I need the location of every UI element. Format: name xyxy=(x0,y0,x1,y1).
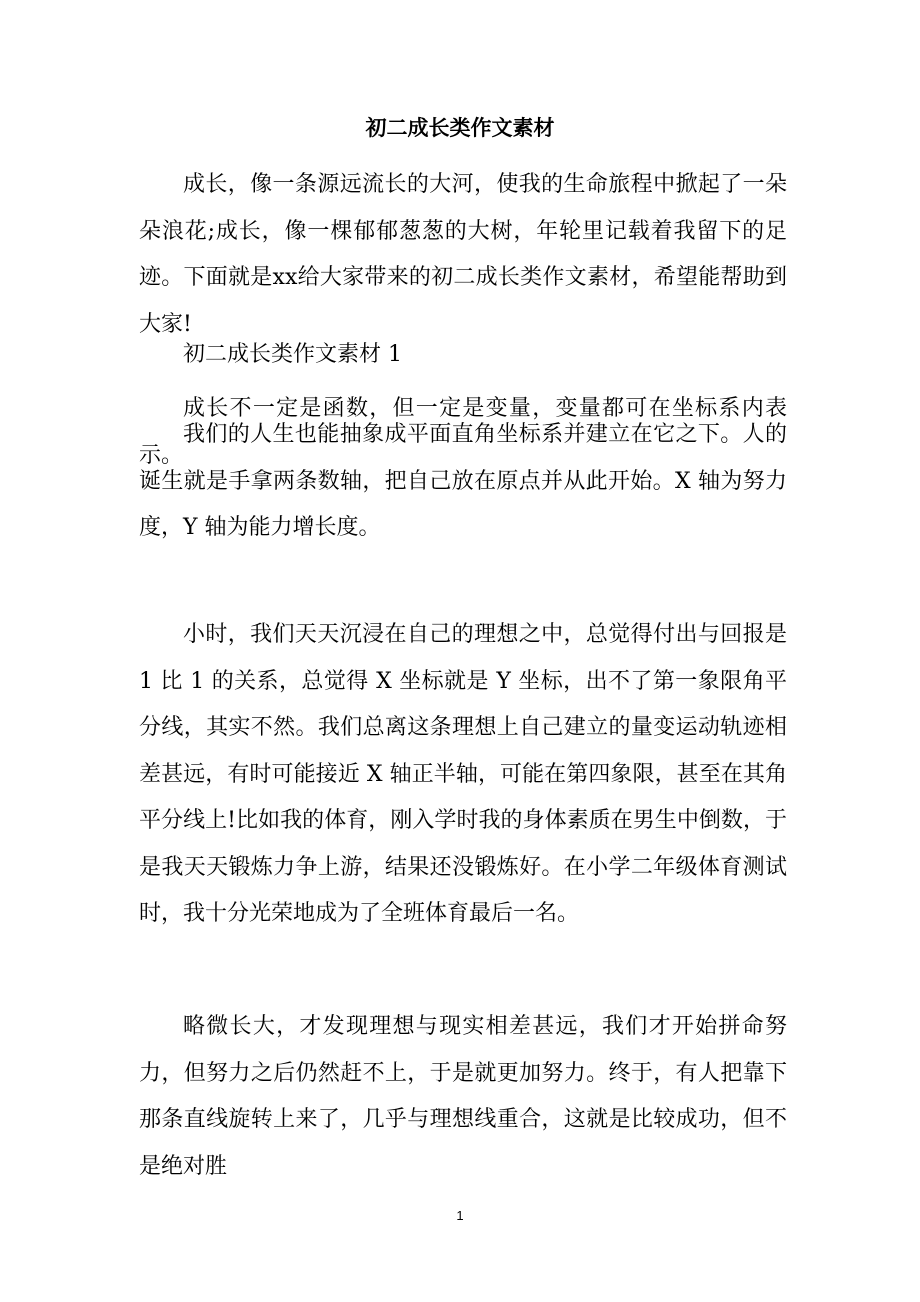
body-paragraph-4: 略微长大，才发现理想与现实相差甚远，我们才开始拼命努力，但努力之后仍然赶不上，于是就更加努力。终于，有人把靠下那条直线旋转上来了，几乎与理想线重合，这就是比较成功，但不是绝对胜 xyxy=(139,1014,787,1179)
page-number: 1 xyxy=(456,1208,464,1223)
section-heading: 初二成长类作文素材 1 xyxy=(183,342,402,367)
body-paragraph-3: 小时，我们天天沉浸在自己的理想之中，总觉得付出与回报是 1 比 1 的关系，总觉得 X 坐标就是 Y 坐标，出不了第一象限角平分线，其实不然。我们总离这条理想上自己建立的量变运动轨迹相差甚远，有时可能接近 X 轴正半轴，可能在第四象限，甚至在其角平分线上!比如我的体育，刚入学时我的身体素质在男生中倒数，于是我天天锻炼力争上游，结果还没锻炼好。在小学二年级体育测试时，我十分光荣地成为了全班体育最后一名。 xyxy=(139,622,787,926)
body-paragraph-2: 我们的人生也能抽象成平面直角坐标系并建立在它之下。人的诞生就是手拿两条数轴，把自己放在原点并从此开始。X 轴为努力度，Y 轴为能力增长度。 xyxy=(139,422,787,540)
document-title: 初二成长类作文素材 xyxy=(365,115,555,140)
intro-paragraph: 成长，像一条源远流长的大河，使我的生命旅程中掀起了一朵朵浪花;成长，像一棵郁郁葱葱的大树，年轮里记载着我留下的足迹。下面就是xx给大家带来的初二成长类作文素材，希望能帮助到大家! xyxy=(139,172,787,337)
body-paragraph-1: 成长不一定是函数，但一定是变量，变量都可在坐标系内表示。 xyxy=(139,396,787,468)
